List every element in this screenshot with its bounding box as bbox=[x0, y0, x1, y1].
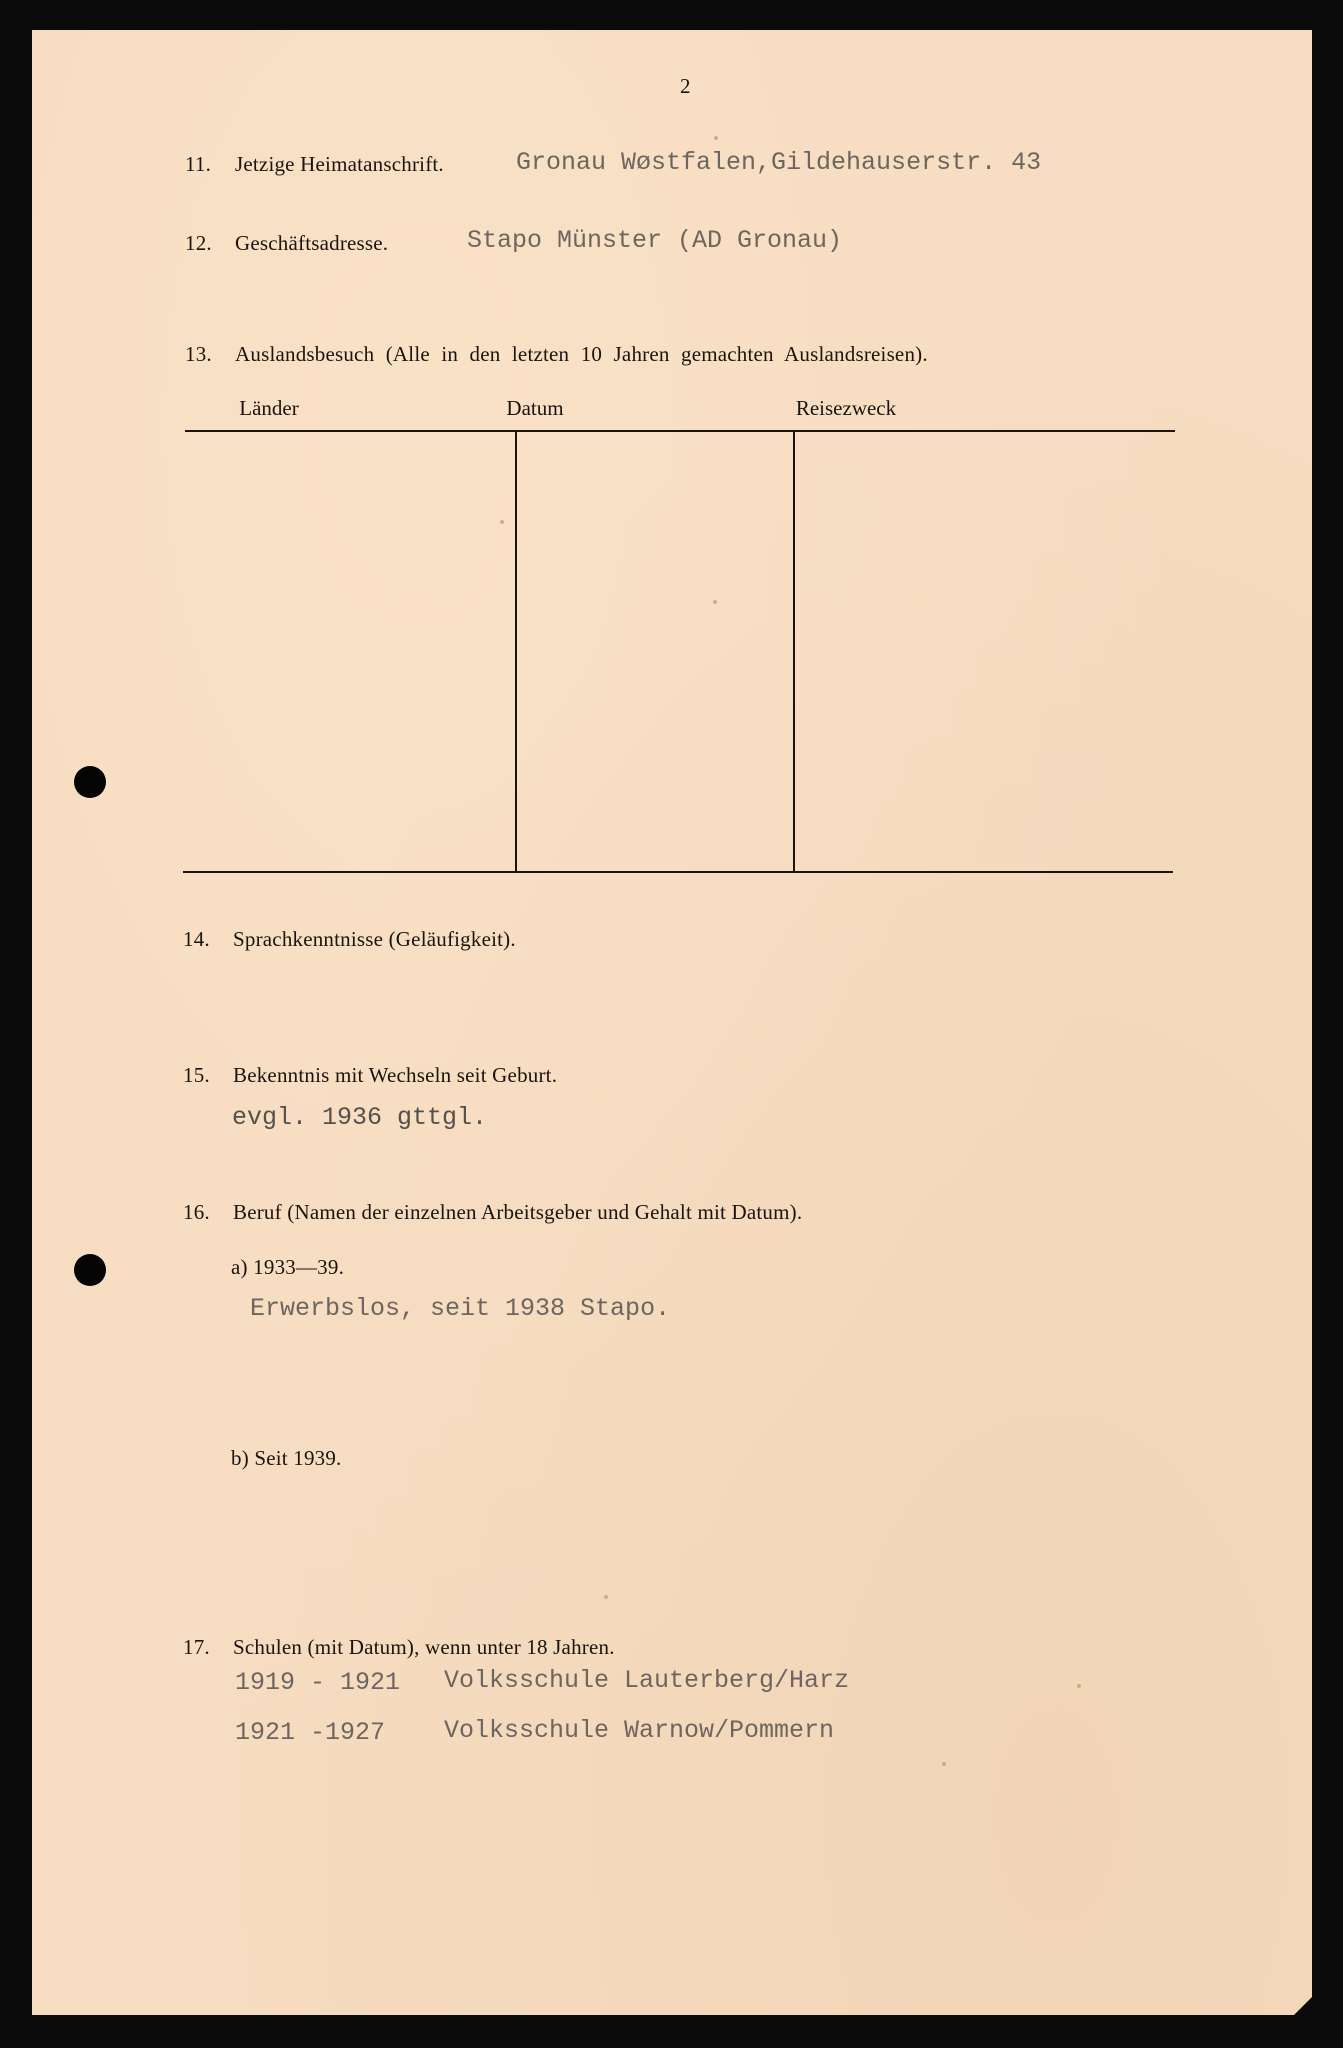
question-16-a-label: a) 1933—39. bbox=[231, 1255, 345, 1279]
school-row-2-years: 1921 -1927 bbox=[235, 1718, 386, 1747]
question-15-number: 15. bbox=[183, 1063, 210, 1087]
paper-speck bbox=[500, 520, 504, 524]
question-14-label: Sprachkenntnisse (Geläufigkeit). bbox=[233, 927, 516, 951]
school-row-1-school: Volksschule Lauterberg/Harz bbox=[444, 1666, 850, 1695]
question-17-label: Schulen (mit Datum), wenn unter 18 Jahren. bbox=[233, 1635, 615, 1659]
paper-speck bbox=[942, 1762, 946, 1766]
question-16 bbox=[183, 1200, 802, 1225]
question-14 bbox=[183, 927, 516, 952]
question-13-label: Auslandsbesuch (Alle in den letzten 10 Jahren gemachten Auslandsreisen). bbox=[235, 342, 928, 366]
answer-12-business-address: Stapo Münster (AD Gronau) bbox=[467, 226, 843, 255]
column-header-laender: Länder bbox=[239, 396, 299, 420]
punch-hole bbox=[74, 766, 106, 798]
table-bottom-rule bbox=[183, 871, 1173, 873]
question-13-number: 13. bbox=[185, 342, 212, 366]
paper-speck bbox=[1077, 1684, 1081, 1688]
question-12-number: 12. bbox=[185, 231, 212, 255]
punch-hole bbox=[74, 1254, 106, 1286]
question-12-label: Geschäftsadresse. bbox=[235, 231, 389, 255]
question-11 bbox=[185, 152, 444, 177]
question-13 bbox=[185, 342, 928, 367]
page-number: 2 bbox=[680, 74, 691, 98]
question-17 bbox=[183, 1635, 615, 1660]
question-17-number: 17. bbox=[183, 1635, 210, 1659]
answer-15-religion: evgl. 1936 gttgl. bbox=[232, 1103, 488, 1132]
question-14-number: 14. bbox=[183, 927, 210, 951]
question-12 bbox=[185, 231, 388, 256]
question-11-number: 11. bbox=[185, 152, 212, 176]
question-11-label: Jetzige Heimatanschrift. bbox=[235, 152, 444, 176]
folded-corner bbox=[1294, 1997, 1312, 2015]
document-page bbox=[32, 30, 1312, 2015]
table-top-rule bbox=[185, 430, 1175, 432]
paper-speck bbox=[714, 136, 718, 140]
question-16-b-label: b) Seit 1939. bbox=[231, 1446, 342, 1470]
question-16-label: Beruf (Namen der einzelnen Arbeitsgeber und Gehalt mit Datum). bbox=[233, 1200, 803, 1224]
paper-speck bbox=[713, 600, 717, 604]
question-16-number: 16. bbox=[183, 1200, 210, 1224]
table-column-divider-1 bbox=[515, 431, 517, 871]
column-header-reisezweck: Reisezweck bbox=[795, 396, 897, 420]
column-header-datum: Datum bbox=[506, 396, 564, 420]
table-column-divider-2 bbox=[793, 431, 795, 871]
school-row-1-years: 1919 - 1921 bbox=[235, 1668, 401, 1697]
answer-16-a: Erwerbslos, seit 1938 Stapo. bbox=[250, 1294, 671, 1323]
question-15-label: Bekenntnis mit Wechseln seit Geburt. bbox=[233, 1063, 558, 1087]
answer-11-address: Gronau Wøstfalen,Gildehauserstr. 43 bbox=[516, 148, 1042, 177]
question-15 bbox=[183, 1063, 557, 1088]
paper-speck bbox=[604, 1595, 608, 1599]
school-row-2-school: Volksschule Warnow/Pommern bbox=[444, 1716, 835, 1745]
